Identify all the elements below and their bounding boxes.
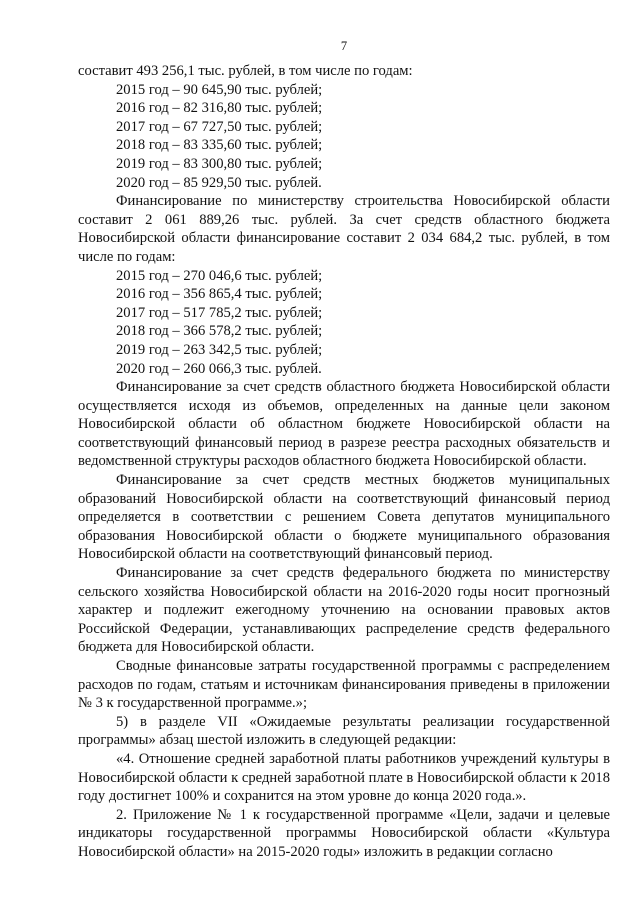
year-line: 2016 год – 356 865,4 тыс. рублей; xyxy=(116,286,323,303)
year-line: 2019 год – 83 300,80 тыс. рублей; xyxy=(116,155,323,172)
year-list-culture xyxy=(78,81,610,193)
paragraph-construction: Финансирование по министерству строительства Новосибирской области составит 2 061 889,26 тыс. рублей. За счет средств областного бюджета Новосибирской области финансирование составит 2 034 684,2 тыс. рублей, в том числе по годам: xyxy=(78,193,610,265)
paragraph-appendix: 2. Приложение № 1 к государственной программе «Цели, задачи и целевые индикаторы государственной программы Новосибирской области «Культура Новосибирской области» на 2015-2020 годы» изложить в редакции согласно xyxy=(78,806,610,860)
year-line: 2018 год – 83 335,60 тыс. рублей; xyxy=(116,137,323,154)
year-line: 2020 год – 260 066,3 тыс. рублей. xyxy=(116,360,322,377)
year-list-construction xyxy=(78,267,610,379)
year-line: 2015 год – 90 645,90 тыс. рублей; xyxy=(116,81,323,98)
paragraph-quote: «4. Отношение средней заработной платы работников учреждений культуры в Новосибирской области к средней заработной плате в Новосибирской области к 2018 году достигнет 100% и сохранится на этом уровне до конца 2020 года.». xyxy=(78,750,610,805)
year-line: 2017 год – 517 785,2 тыс. рублей; xyxy=(116,304,323,321)
paragraph-federal-budget: Финансирование за счет средств федерального бюджета по министерству сельского хозяйства Новосибирской области на 2016-2020 годы носит прогнозный характер и подлежит ежегодному уточнению на основании правовых актов Российской Федерации, устанавливающих распределение средств федерального бюджета для Новосибирской области. xyxy=(78,565,610,656)
page-number: 7 xyxy=(340,39,348,53)
year-line: 2016 год – 82 316,80 тыс. рублей; xyxy=(116,100,323,117)
year-line: 2018 год – 366 578,2 тыс. рублей; xyxy=(116,323,323,340)
year-line: 2015 год – 270 046,6 тыс. рублей; xyxy=(116,267,323,284)
year-line: 2017 год – 67 727,50 тыс. рублей; xyxy=(116,118,323,135)
paragraph-summary: Сводные финансовые затраты государственной программы с распределением расходов по годам, статьям и источникам финансирования приведены в приложении № 3 к государственной программе.»; xyxy=(78,658,610,712)
document-body xyxy=(78,62,610,862)
paragraph-section-vii: 5) в разделе VII «Ожидаемые результаты реализации государственной программы» абзац шестой изложить в следующей редакции: xyxy=(78,713,610,749)
year-line: 2020 год – 85 929,50 тыс. рублей. xyxy=(116,174,322,191)
intro-line: составит 493 256,1 тыс. рублей, в том числе по годам: xyxy=(78,63,413,79)
paragraph-local-budget: Финансирование за счет средств местных бюджетов муниципальных образований Новосибирской области на соответствующий финансовый период определяется в соответствии с решением Совета депутатов муниципального образования Новосибирской области о бюджете муниципального образования Новосибирской области на соответствующий финансовый период. xyxy=(78,472,610,563)
year-line: 2019 год – 263 342,5 тыс. рублей; xyxy=(116,341,323,358)
paragraph-regional-budget: Финансирование за счет средств областного бюджета Новосибирской области осуществляется исходя из объемов, определенных на данные цели законом Новосибирской области об областном бюджете Новосибирской области на соответствующий финансовый период в разрезе реестра расходных обязательств и ведомственной структуры расходов областного бюджета Новосибирской области. xyxy=(78,379,610,470)
